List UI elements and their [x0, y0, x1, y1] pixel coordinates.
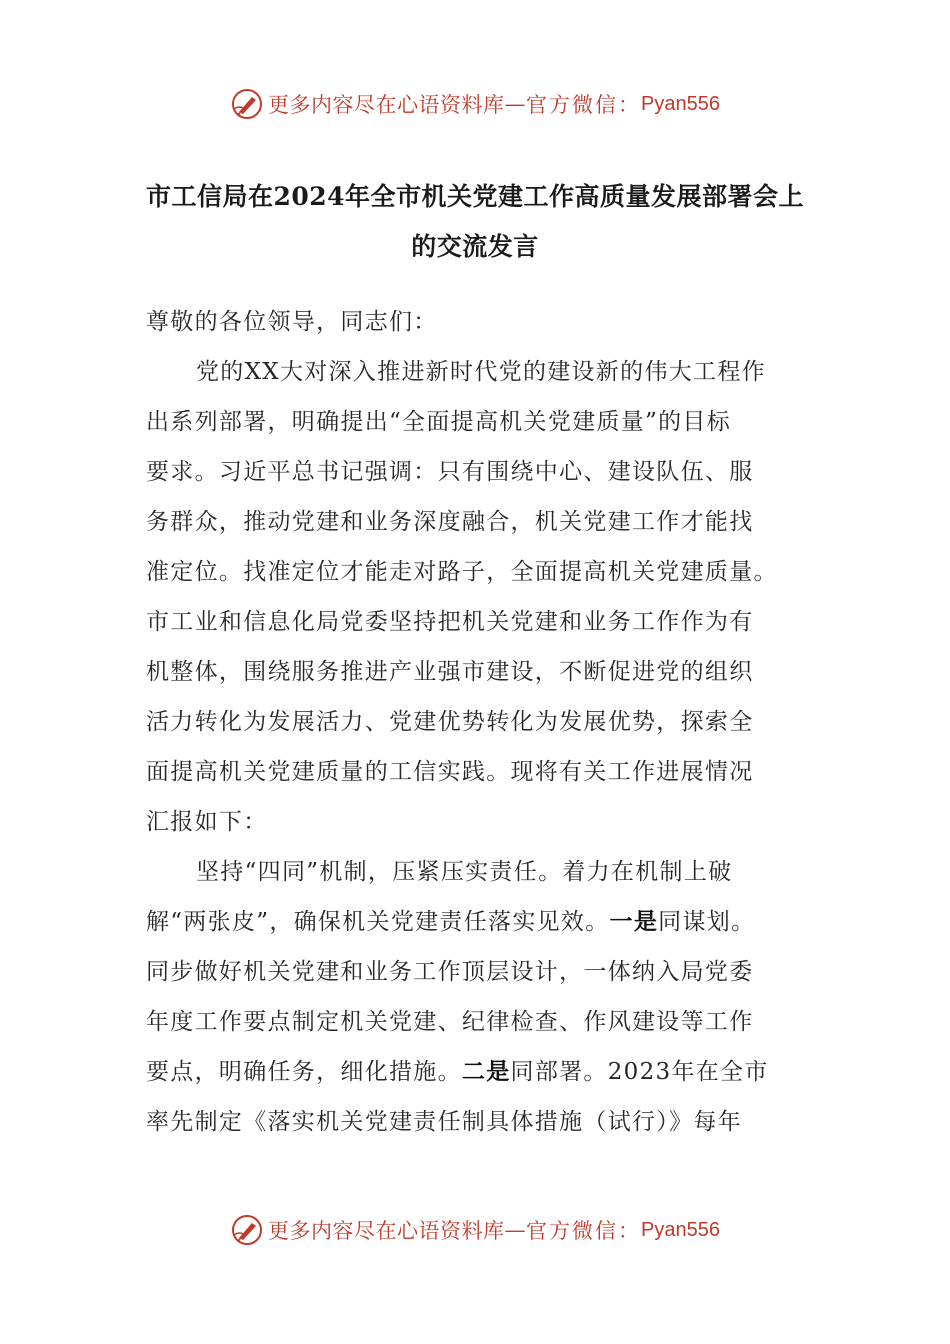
- paragraph-line: 市工业和信息化局党委坚持把机关党建和业务工作作为有: [146, 609, 754, 635]
- paragraph-line: 活力转化为发展活力、党建优势转化为发展优势，探索全: [146, 709, 754, 735]
- salutation: 尊敬的各位领导，同志们：: [146, 309, 438, 335]
- pen-nib-logo-icon: [230, 1213, 264, 1247]
- banner-wechat-id: Pyan556: [641, 92, 720, 115]
- banner-main-text: 更多内容尽在心语资料库: [268, 1219, 505, 1243]
- paragraph-1: [146, 347, 806, 847]
- text-run: 要点，明确任务，细化措施。: [146, 1059, 462, 1085]
- paragraph-2: [146, 847, 806, 1147]
- bold-marker: 二是: [461, 1058, 511, 1085]
- paragraph-line: 汇报如下：: [146, 809, 268, 835]
- title-line: 市工信局在2024年全市机关党建工作高质量发展部署会上: [145, 182, 805, 211]
- paragraph-line: 机整体，围绕服务推进产业强市建设，不断促进党的组织: [146, 659, 754, 685]
- paragraph-line: 率先制定《落实机关党建责任制具体措施（试行）》每年: [146, 1109, 742, 1135]
- footer-banner: [0, 1210, 950, 1250]
- banner-separator: —: [504, 92, 527, 116]
- header-banner: [0, 84, 950, 124]
- text-run: 同部署。2023年在全市: [510, 1059, 769, 1085]
- paragraph-line: 务群众，推动党建和业务深度融合，机关党建工作才能找: [146, 509, 754, 535]
- paragraph-line: [146, 1047, 806, 1097]
- text-run: 解“两张皮”，确保机关党建责任落实见效。: [146, 909, 610, 935]
- paragraph-line: [146, 897, 806, 947]
- paragraph-line: 要求。习近平总书记强调：只有围绕中心、建设队伍、服: [146, 459, 754, 485]
- paragraph-line: 同步做好机关党建和业务工作顶层设计，一体纳入局党委: [146, 959, 754, 985]
- paragraph-line: 党的XX大对深入推进新时代党的建设新的伟大工程作: [196, 359, 766, 385]
- banner-main-text: 更多内容尽在心语资料库: [268, 93, 505, 117]
- bold-marker: 一是: [609, 908, 659, 935]
- paragraph-line: 坚持“四同”机制，压紧压实责任。着力在机制上破: [196, 859, 733, 885]
- paragraph-line: 出系列部署，明确提出“全面提高机关党建质量”的目标: [146, 409, 732, 435]
- banner-official-text: 官方微信：: [526, 93, 642, 117]
- title-line: 的交流发言: [411, 232, 539, 261]
- banner-wechat-id: Pyan556: [641, 1218, 720, 1241]
- banner-separator: —: [504, 1218, 527, 1242]
- paragraph-line: 面提高机关党建质量的工信实践。现将有关工作进展情况: [146, 759, 754, 785]
- document-title: [100, 172, 850, 272]
- paragraph-line: 年度工作要点制定机关党建、纪律检查、作风建设等工作: [146, 1009, 754, 1035]
- banner-official-text: 官方微信：: [526, 1219, 642, 1243]
- document-body: [146, 297, 806, 1147]
- text-run: 同谋划。: [658, 909, 756, 935]
- paragraph-line: 准定位。找准定位才能走对路子，全面提高机关党建质量。: [146, 559, 778, 585]
- pen-nib-logo-icon: [230, 87, 264, 121]
